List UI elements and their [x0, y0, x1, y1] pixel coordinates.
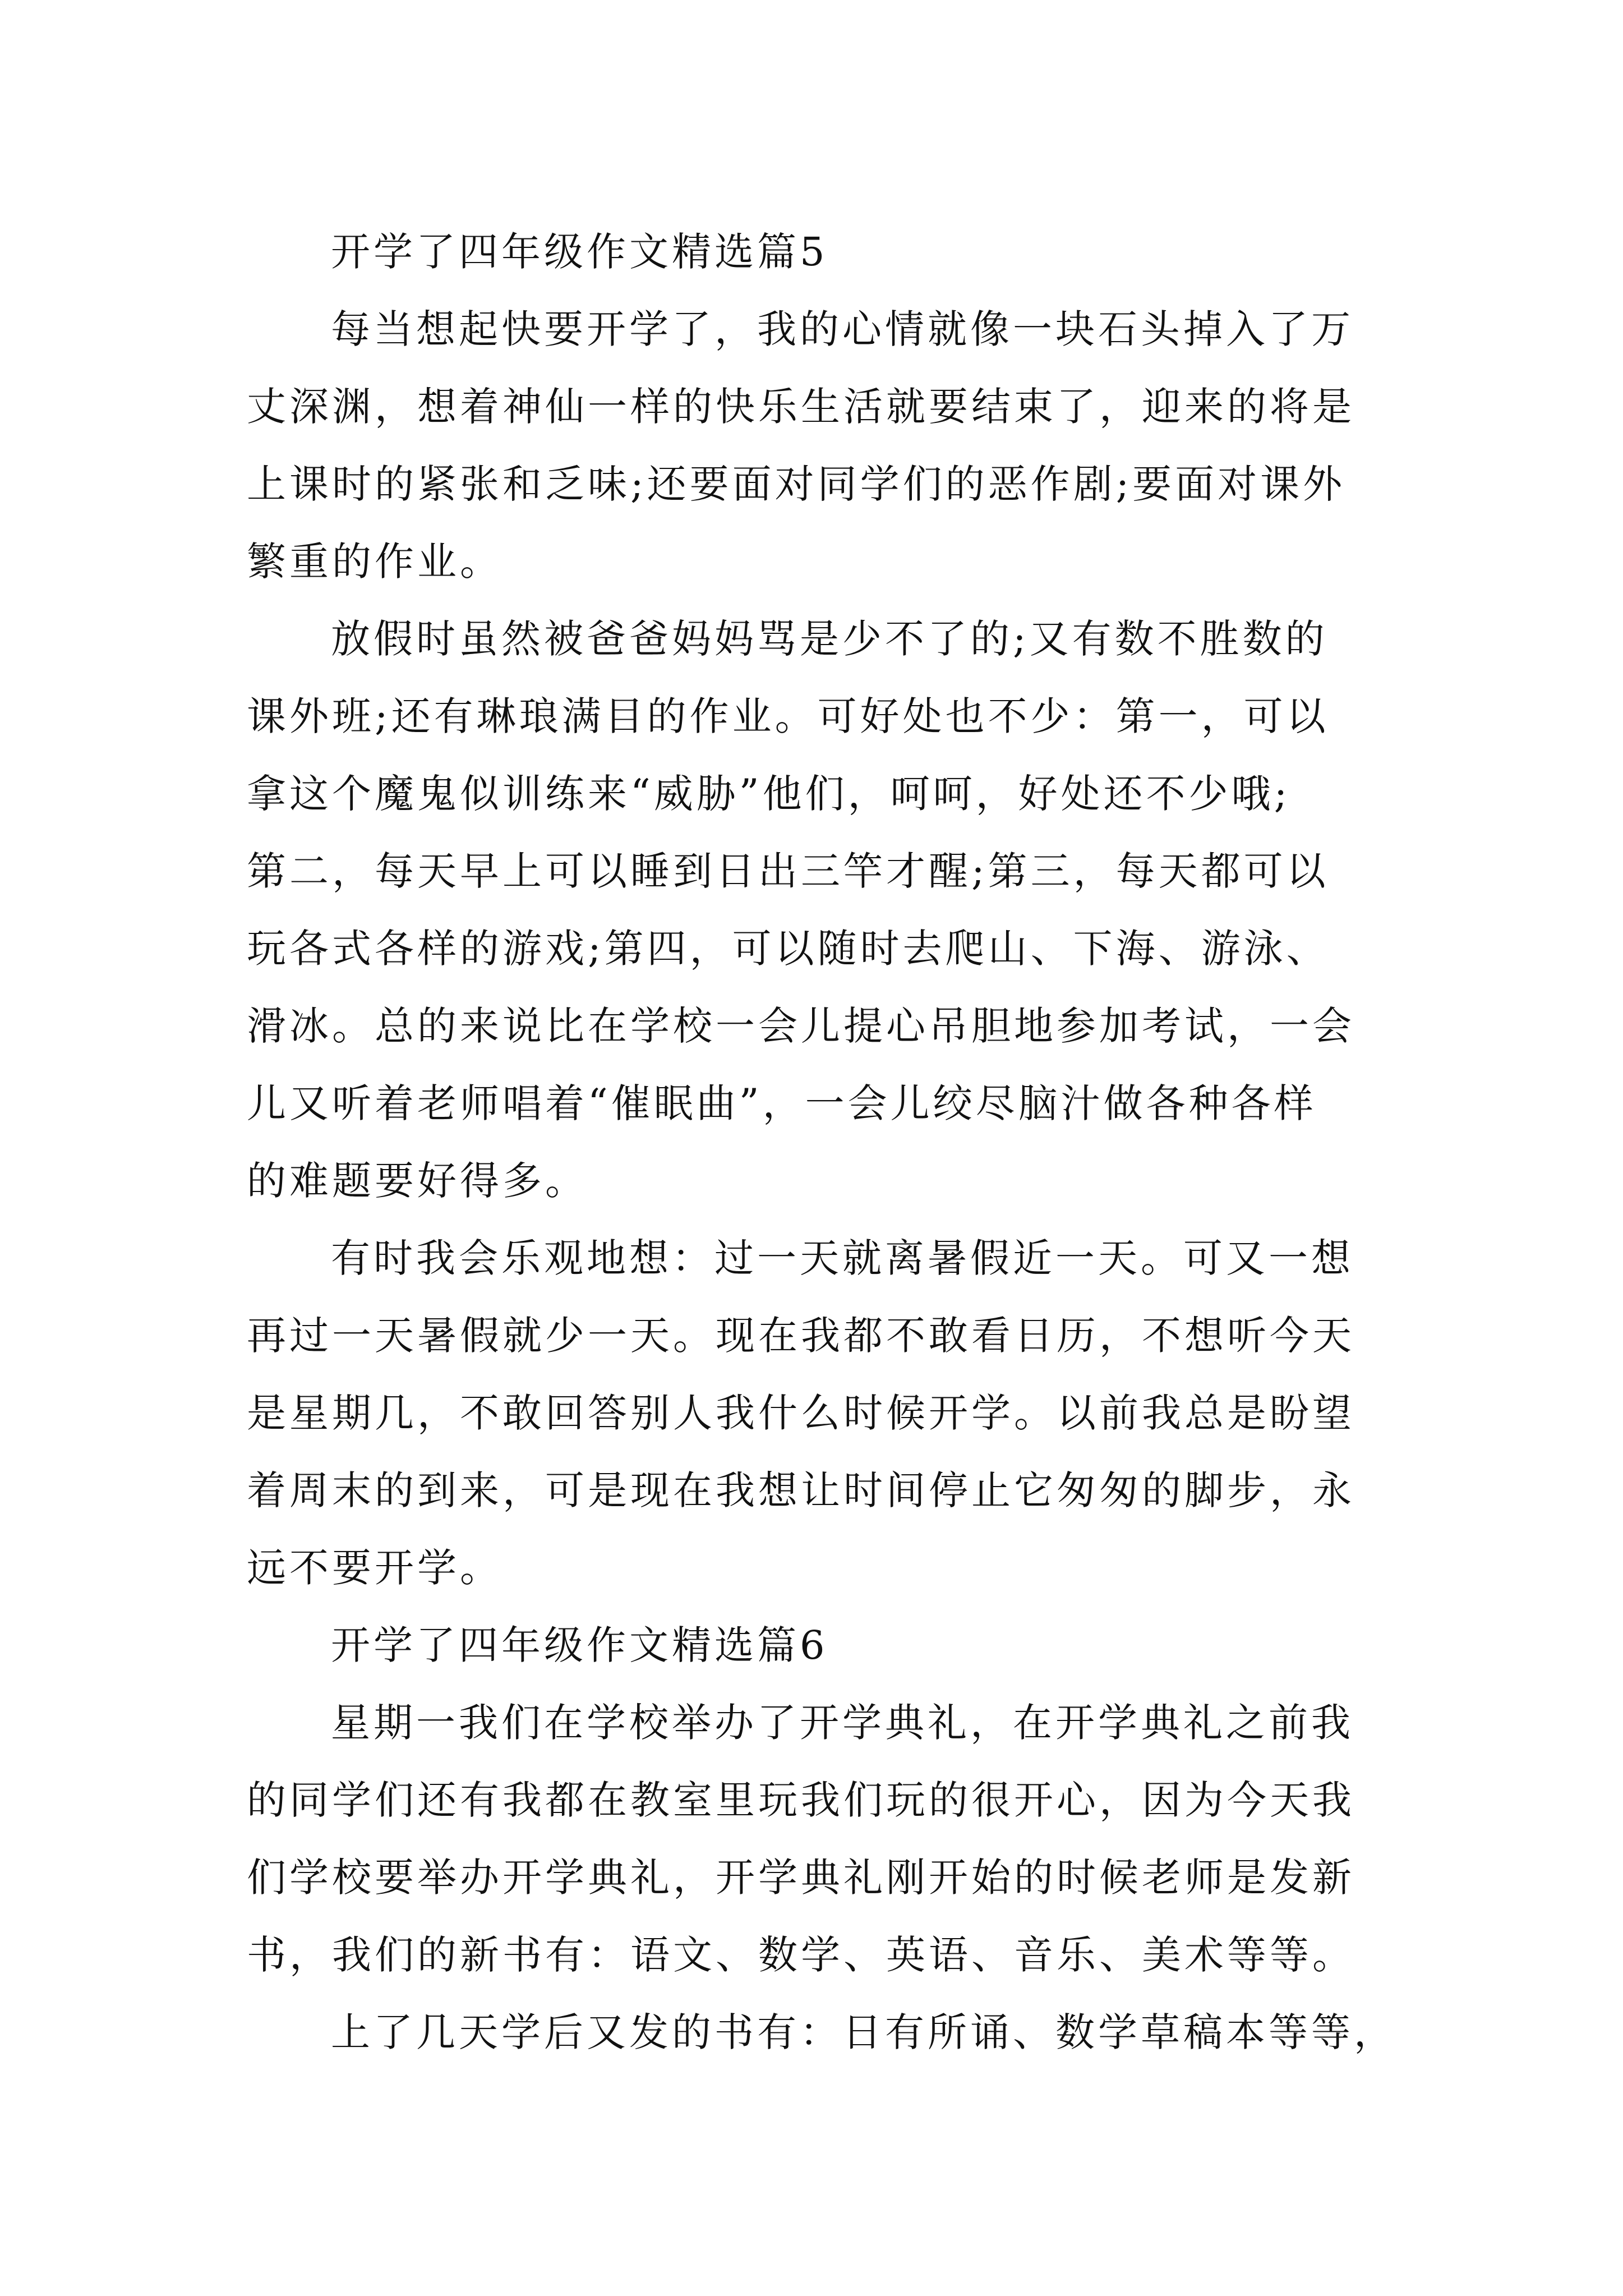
paragraph-line: 滑冰。总的来说比在学校一会儿提心吊胆地参加考试，一会	[247, 1003, 1355, 1049]
paragraph-line: 课外班;还有琳琅满目的作业。可好处也不少：第一，可以	[247, 693, 1329, 739]
paragraph-line: 上了几天学后又发的书有：日有所诵、数学草稿本等等，	[331, 2009, 1396, 2055]
section-heading-5: 开学了四年级作文精选篇5	[331, 229, 828, 275]
paragraph-line: 远不要开学。	[247, 1545, 502, 1591]
paragraph-line: 玩各式各样的游戏;第四，可以随时去爬山、下海、游泳、	[247, 926, 1329, 972]
paragraph-line: 的同学们还有我都在教室里玩我们玩的很开心，因为今天我	[247, 1777, 1355, 1823]
paragraph-line: 上课时的紧张和乏味;还要面对同学们的恶作剧;要面对课外	[247, 461, 1346, 507]
paragraph-line: 再过一天暑假就少一天。现在我都不敢看日历，不想听今天	[247, 1313, 1355, 1359]
paragraph-line: 们学校要举办开学典礼，开学典礼刚开始的时候老师是发新	[247, 1855, 1355, 1901]
paragraph-line: 有时我会乐观地想：过一天就离暑假近一天。可又一想	[331, 1235, 1354, 1281]
paragraph-line: 第二，每天早上可以睡到日出三竿才醒;第三，每天都可以	[247, 848, 1329, 894]
paragraph-line: 丈深渊，想着神仙一样的快乐生活就要结束了，迎来的将是	[247, 384, 1355, 430]
section-heading-6: 开学了四年级作文精选篇6	[331, 1622, 828, 1668]
article-body	[247, 213, 1396, 2071]
paragraph-line: 的难题要好得多。	[247, 1158, 588, 1204]
paragraph-line: 儿又听着老师唱着“催眠曲”，一会儿绞尽脑汁做各种各样	[247, 1080, 1317, 1126]
paragraph-line: 放假时虽然被爸爸妈妈骂是少不了的;又有数不胜数的	[331, 616, 1328, 662]
paragraph-line: 书，我们的新书有：语文、数学、英语、音乐、美术等等。	[247, 1932, 1355, 1978]
paragraph-line: 星期一我们在学校举办了开学典礼，在开学典礼之前我	[331, 1700, 1354, 1746]
paragraph-line: 拿这个魔鬼似训练来“威胁”他们，呵呵，好处还不少哦;	[247, 771, 1291, 817]
paragraph-line: 是星期几，不敢回答别人我什么时候开学。以前我总是盼望	[247, 1390, 1355, 1436]
paragraph-line: 每当想起快要开学了，我的心情就像一块石头掉入了万	[331, 306, 1354, 352]
paragraph-line: 着周末的到来，可是现在我想让时间停止它匆匆的脚步，永	[247, 1467, 1355, 1513]
paragraph-line: 繁重的作业。	[247, 539, 502, 585]
